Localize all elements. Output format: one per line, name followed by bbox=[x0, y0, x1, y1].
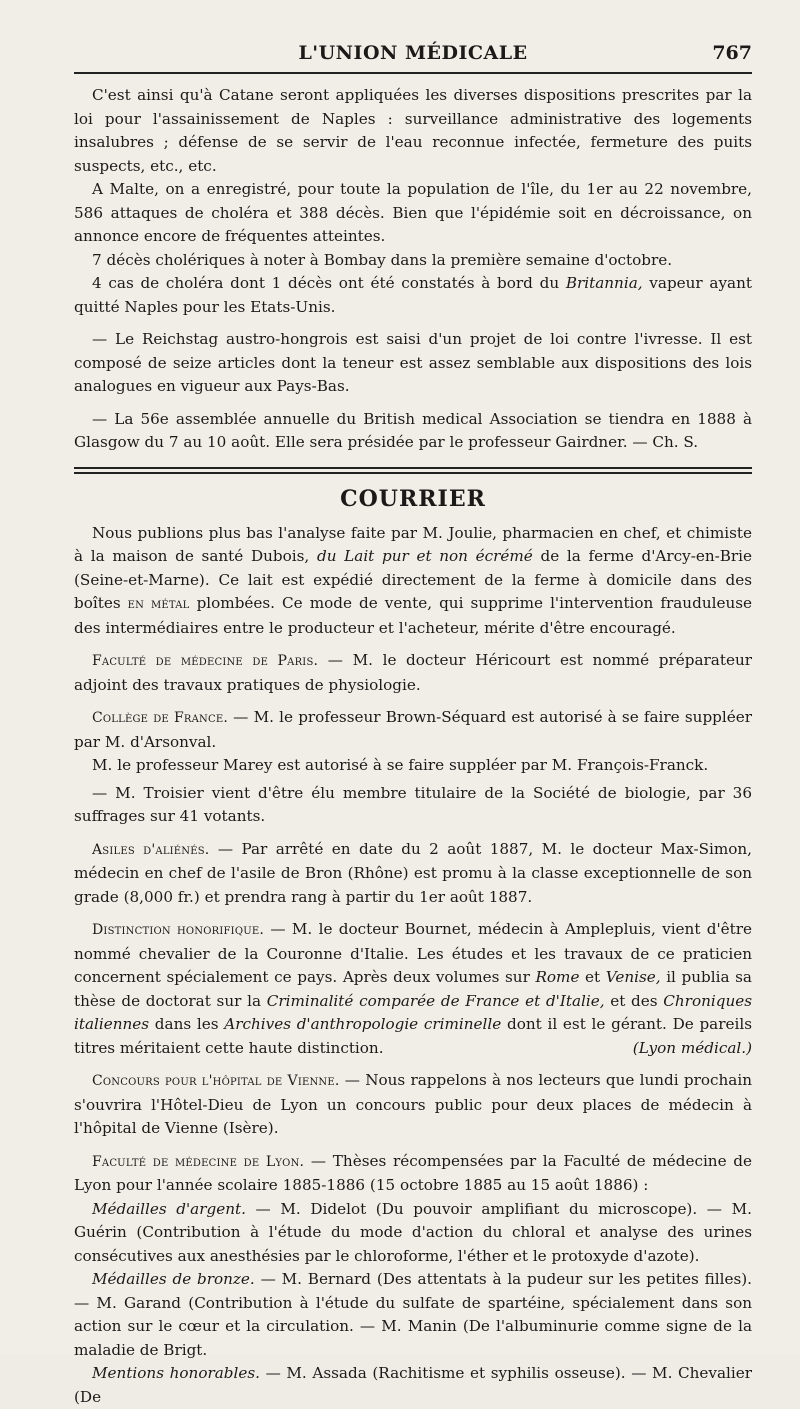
paragraph-college-france: Collège de France. — M. le professeur Brown-Séquard est autorisé à se faire suppléer par M. d'Arsonval. bbox=[74, 708, 752, 751]
page-header bbox=[74, 0, 752, 72]
paragraph-bombay: 7 décès cholériques à noter à Bombay dans la première semaine d'octobre. bbox=[92, 250, 673, 269]
header-rule bbox=[74, 72, 752, 74]
paragraph-distinction: Distinction honorifique. — M. le docteur Bournet, médecin à Amplepluis, vient d'être nommé chevalier de la Couronne d'Italie. Les études et les travaux de ce praticien concernent spécialement ce pays. Après deux volumes sur Rome et Venise, il publia sa thèse de doctorat sur la Criminalité comparée de France et d'Italie, et des Chroniques italiennes dans les Archives d'anthropologie criminelle dont il est le gérant. De pareils titres méritaient cette haute distinction. (Lyon médical.) bbox=[74, 918, 752, 1060]
paragraph-british-medical: — La 56e assemblée annuelle du British medical Association se tiendra en 1888 à Glasgow du 7 au 10 août. Elle sera présidée par le professeur Gairdner. — Ch. S. bbox=[74, 409, 752, 451]
journal-title: L'UNION MÉDICALE bbox=[298, 42, 528, 64]
paragraph-britannia: 4 cas de choléra dont 1 décès ont été constatés à bord du Britannia, vapeur ayant quitté Naples pour les Etats-Unis. bbox=[74, 274, 752, 316]
paragraph-malte: A Malte, on a enregistré, pour toute la population de l'île, du 1er au 22 novembre, 586 attaques de choléra et 388 décès. Bien que l'épidémie soit en décroissance, on annonce encore de fréquentes atteintes. bbox=[74, 180, 752, 245]
paragraph-faculte-paris: Faculté de médecine de Paris. — M. le docteur Héricourt est nommé préparateur adjoint des travaux pratiques de physiologie. bbox=[74, 651, 752, 694]
section-double-rule bbox=[74, 467, 752, 474]
paragraph-reichstag: — Le Reichstag austro-hongrois est saisi d'un projet de loi contre l'ivresse. Il est composé de seize articles dont la teneur est assez semblable aux dispositions des lois analogues en vigueur aux Pays-Bas. bbox=[74, 330, 752, 395]
paragraph-medailles-argent: Médailles d'argent. — M. Didelot (Du pouvoir amplifiant du microscope). — M. Guérin (Contribution à l'étude du mode d'action du chloral et analyse des urines consécutives aux anesthésies par le chloroforme, l'éther et le protoxyde d'azote). bbox=[74, 1199, 752, 1265]
paragraph-mentions: Mentions honorables. — M. Assada (Rachitisme et syphilis osseuse). — M. Chevalier (De bbox=[74, 1364, 752, 1406]
paragraph-asiles: Asiles d'aliénés. — Par arrêté en date du 2 août 1887, M. le docteur Max-Simon, médecin en chef de l'asile de Bron (Rhône) est promu à la classe exceptionnelle de son grade (8,000 fr.) et prendra rang à partir du 1er août 1887. bbox=[74, 839, 752, 906]
paragraph-faculte-lyon: Faculté de médecine de Lyon. — Thèses récompensées par la Faculté de médecine de Lyon pour l'année scolaire 1885-1886 (15 octobre 1885 au 15 août 1886) : bbox=[74, 1151, 752, 1194]
paragraph-lait: Nous publions plus bas l'analyse faite par M. Joulie, pharmacien en chef, et chimiste à la maison de santé Dubois, du Lait pur et non écrémé de la ferme d'Arcy-en-Brie (Seine-et-Marne). Ce lait est expédié directement de la ferme à domicile dans des boîtes en métal plombées. Ce mode de vente, qui supprime l'intervention frauduleuse des intermédiaires entre le producteur et l'acheteur, mérite d'être encouragé. bbox=[74, 523, 753, 637]
citation-lyon-medical: (Lyon médical.) bbox=[632, 1038, 752, 1057]
paragraph-medailles-bronze: Médailles de bronze. — M. Bernard (Des attentats à la pudeur sur les petites filles). — M. Garand (Contribution à l'étude du sulfate de spartéine, spécialement dans son action sur le cœur et la circulation. — M. Manin (De l'albuminurie comme signe de la maladie de Brigt. bbox=[74, 1270, 752, 1359]
section-heading-courrier: COURRIER bbox=[340, 485, 486, 512]
paragraph-troisier: — M. Troisier vient d'être élu membre titulaire de la Société de biologie, par 36 suffrages sur 41 votants. bbox=[74, 783, 752, 825]
page-number: 767 bbox=[712, 42, 752, 64]
paragraph-catane: C'est ainsi qu'à Catane seront appliquées les diverses dispositions prescrites par la loi pour l'assainissement de Naples : surveillance administrative des logements insalubres ; défense de se servir de l'eau reconnue infectée, fermeture des puits suspects, etc., etc. bbox=[74, 86, 752, 175]
paragraph-marey: M. le professeur Marey est autorisé à se faire suppléer par M. François-Franck. bbox=[92, 756, 709, 774]
paragraph-concours: Concours pour l'hôpital de Vienne. — Nous rappelons à nos lecteurs que lundi prochain s'ouvrira l'Hôtel-Dieu de Lyon un concours public pour deux places de médecin à l'hôpital de Vienne (Isère). bbox=[74, 1071, 752, 1137]
